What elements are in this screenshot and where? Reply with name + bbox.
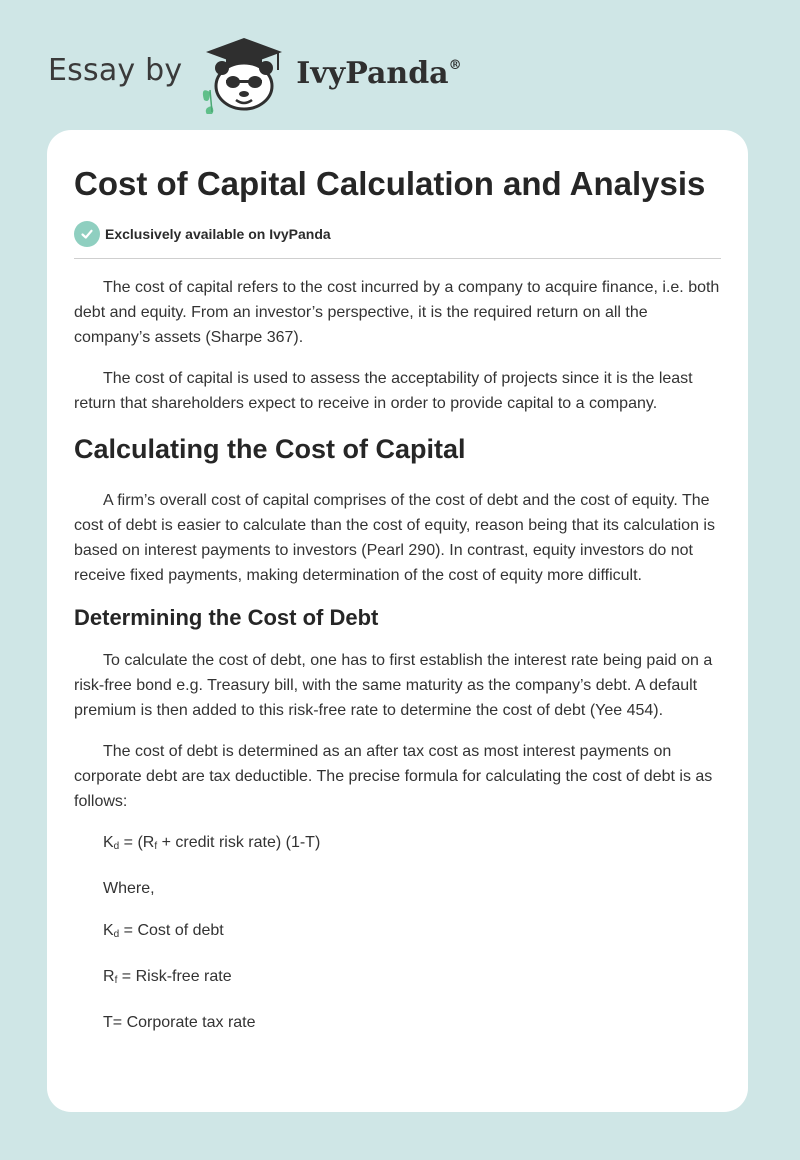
- body-paragraph: To calculate the cost of debt, one has to first establish the interest rate being paid on a risk-free bond e.g. Treasury bill, with the same maturity as the company’s debt. A default premium is then added to this risk-free rate to determine the cost of debt (Yee 454).: [74, 652, 713, 719]
- page-title: Cost of Capital Calculation and Analysis: [74, 165, 706, 202]
- intro-paragraph: The cost of capital refers to the cost incurred by a company to acquire finance, i.e. both debt and equity. From an investor’s perspective, it is the required return on all the company’s assets (Sharpe 367).: [74, 279, 720, 346]
- subsection-heading: Determining the Cost of Debt: [74, 605, 379, 630]
- check-icon: [74, 221, 100, 247]
- formula-t-definition: T= Corporate tax rate: [103, 1014, 256, 1031]
- formula-where: Where,: [103, 880, 155, 897]
- formula-main: $K_d = (R_f$ + credit risk rate) (1-T): [103, 834, 321, 852]
- formula-kd-definition: $K_d$ = Cost of debt: [103, 922, 224, 940]
- trademark-symbol: ®: [448, 57, 462, 73]
- exclusive-label: Exclusively available on IvyPanda: [105, 226, 331, 242]
- essay-by-label: Essay by: [48, 52, 183, 88]
- divider: [74, 258, 721, 259]
- site-header: [48, 34, 748, 114]
- panda-logo-icon[interactable]: [198, 34, 290, 114]
- intro-paragraph: The cost of capital is used to assess the acceptability of projects since it is the least return that shareholders expect to receive in order to provide capital to a company.: [74, 370, 693, 412]
- formula-rf-definition: $R_f$ = Risk-free rate: [103, 968, 232, 986]
- exclusive-badge: [74, 220, 721, 248]
- article-card: [47, 130, 748, 1112]
- section-heading: Calculating the Cost of Capital: [74, 434, 466, 464]
- body-paragraph: A firm’s overall cost of capital comprises of the cost of debt and the cost of equity. The cost of debt is easier to calculate than the cost of equity, reason being that its calculation is based on interest payments to investors (Pearl 290). In contrast, equity investors do not receive fixed payments, making determination of the cost of equity more difficult.: [74, 492, 715, 584]
- body-paragraph: The cost of debt is determined as an after tax cost as most interest payments on corporate debt are tax deductible. The precise formula for calculating the cost of debt is as follows:: [74, 743, 713, 810]
- brand-name[interactable]: IvyPanda®: [296, 55, 462, 91]
